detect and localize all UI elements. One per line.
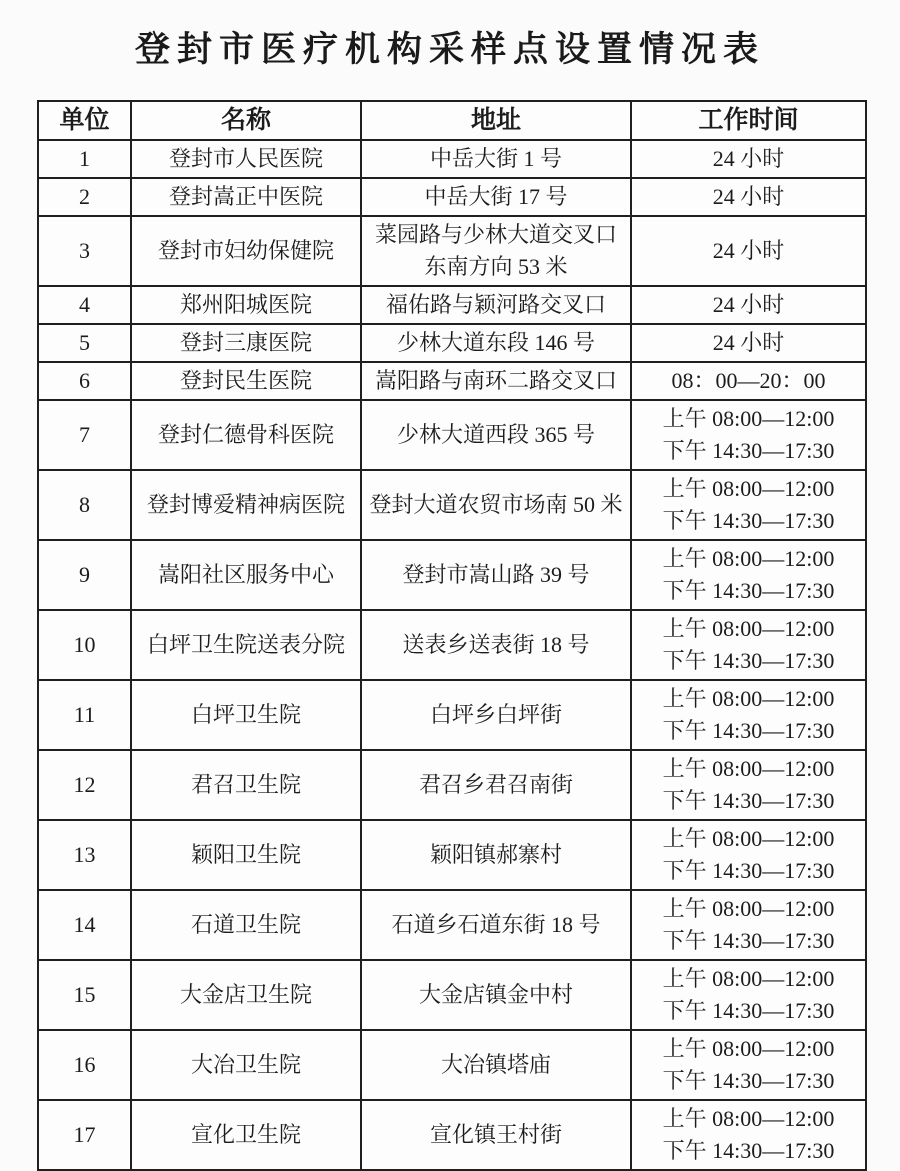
address-cell: 大冶镇塔庙: [361, 1030, 631, 1100]
name-cell: 登封仁德骨科医院: [131, 400, 361, 470]
address-cell: 少林大道西段 365 号: [361, 400, 631, 470]
name-cell: 登封民生医院: [131, 362, 361, 400]
name-cell: 郑州阳城医院: [131, 286, 361, 324]
table-body: [38, 140, 866, 1170]
hours-cell: 上午 08:00—12:00 下午 14:30—17:30: [631, 470, 866, 540]
hours-cell: 上午 08:00—12:00 下午 14:30—17:30: [631, 820, 866, 890]
table-row: [38, 540, 866, 610]
table-row: [38, 286, 866, 324]
table-row: [38, 324, 866, 362]
hours-cell: 24 小时: [631, 216, 866, 286]
name-cell: 登封博爱精神病医院: [131, 470, 361, 540]
table-row: [38, 140, 866, 178]
address-cell: 宣化镇王村街: [361, 1100, 631, 1170]
unit-cell: 16: [38, 1030, 131, 1100]
address-cell: 君召乡君召南街: [361, 750, 631, 820]
name-cell: 君召卫生院: [131, 750, 361, 820]
name-cell: 石道卫生院: [131, 890, 361, 960]
table-row: [38, 890, 866, 960]
table-row: [38, 400, 866, 470]
hours-cell: 24 小时: [631, 286, 866, 324]
unit-cell: 5: [38, 324, 131, 362]
unit-cell: 17: [38, 1100, 131, 1170]
name-cell: 登封嵩正中医院: [131, 178, 361, 216]
address-cell: 中岳大街 17 号: [361, 178, 631, 216]
table-row: [38, 680, 866, 750]
name-cell: 登封三康医院: [131, 324, 361, 362]
hours-cell: 上午 08:00—12:00 下午 14:30—17:30: [631, 400, 866, 470]
name-cell: 大冶卫生院: [131, 1030, 361, 1100]
unit-cell: 11: [38, 680, 131, 750]
unit-cell: 10: [38, 610, 131, 680]
address-cell: 大金店镇金中村: [361, 960, 631, 1030]
address-cell: 嵩阳路与南环二路交叉口: [361, 362, 631, 400]
header-name: 名称: [131, 101, 361, 140]
unit-cell: 13: [38, 820, 131, 890]
header-hours: 工作时间: [631, 101, 866, 140]
hours-cell: 上午 08:00—12:00 下午 14:30—17:30: [631, 960, 866, 1030]
unit-cell: 7: [38, 400, 131, 470]
page-title: 登封市医疗机构采样点设置情况表: [134, 30, 765, 69]
table-row: [38, 750, 866, 820]
name-cell: 嵩阳社区服务中心: [131, 540, 361, 610]
unit-cell: 8: [38, 470, 131, 540]
address-cell: 颖阳镇郝寨村: [361, 820, 631, 890]
unit-cell: 6: [38, 362, 131, 400]
hours-cell: 上午 08:00—12:00 下午 14:30—17:30: [631, 750, 866, 820]
sampling-points-table: [37, 100, 867, 1171]
address-cell: 送表乡送表街 18 号: [361, 610, 631, 680]
name-cell: 白坪卫生院: [131, 680, 361, 750]
table-header: [38, 101, 866, 140]
name-cell: 登封市人民医院: [131, 140, 361, 178]
unit-cell: 15: [38, 960, 131, 1030]
address-cell: 菜园路与少林大道交叉口 东南方向 53 米: [361, 216, 631, 286]
hours-cell: 上午 08:00—12:00 下午 14:30—17:30: [631, 1100, 866, 1170]
address-cell: 中岳大街 1 号: [361, 140, 631, 178]
header-address: 地址: [361, 101, 631, 140]
address-cell: 少林大道东段 146 号: [361, 324, 631, 362]
name-cell: 大金店卫生院: [131, 960, 361, 1030]
hours-cell: 上午 08:00—12:00 下午 14:30—17:30: [631, 680, 866, 750]
hours-cell: 24 小时: [631, 324, 866, 362]
name-cell: 登封市妇幼保健院: [131, 216, 361, 286]
table-row: [38, 1100, 866, 1170]
table-row: [38, 362, 866, 400]
hours-cell: 上午 08:00—12:00 下午 14:30—17:30: [631, 610, 866, 680]
hours-cell: 08：00—20：00: [631, 362, 866, 400]
hours-cell: 24 小时: [631, 178, 866, 216]
unit-cell: 14: [38, 890, 131, 960]
header-row: [38, 101, 866, 140]
address-cell: 登封大道农贸市场南 50 米: [361, 470, 631, 540]
unit-cell: 9: [38, 540, 131, 610]
address-cell: 登封市嵩山路 39 号: [361, 540, 631, 610]
name-cell: 宣化卫生院: [131, 1100, 361, 1170]
name-cell: 白坪卫生院送表分院: [131, 610, 361, 680]
address-cell: 福佑路与颖河路交叉口: [361, 286, 631, 324]
unit-cell: 4: [38, 286, 131, 324]
table-row: [38, 960, 866, 1030]
table-row: [38, 1030, 866, 1100]
name-cell: 颖阳卫生院: [131, 820, 361, 890]
table-row: [38, 470, 866, 540]
table-row: [38, 610, 866, 680]
address-cell: 石道乡石道东街 18 号: [361, 890, 631, 960]
header-unit: 单位: [38, 101, 131, 140]
hours-cell: 上午 08:00—12:00 下午 14:30—17:30: [631, 540, 866, 610]
table-row: [38, 820, 866, 890]
hours-cell: 上午 08:00—12:00 下午 14:30—17:30: [631, 1030, 866, 1100]
table-row: [38, 216, 866, 286]
hours-cell: 上午 08:00—12:00 下午 14:30—17:30: [631, 890, 866, 960]
unit-cell: 12: [38, 750, 131, 820]
unit-cell: 3: [38, 216, 131, 286]
unit-cell: 1: [38, 140, 131, 178]
hours-cell: 24 小时: [631, 140, 866, 178]
address-cell: 白坪乡白坪街: [361, 680, 631, 750]
table-row: [38, 178, 866, 216]
unit-cell: 2: [38, 178, 131, 216]
